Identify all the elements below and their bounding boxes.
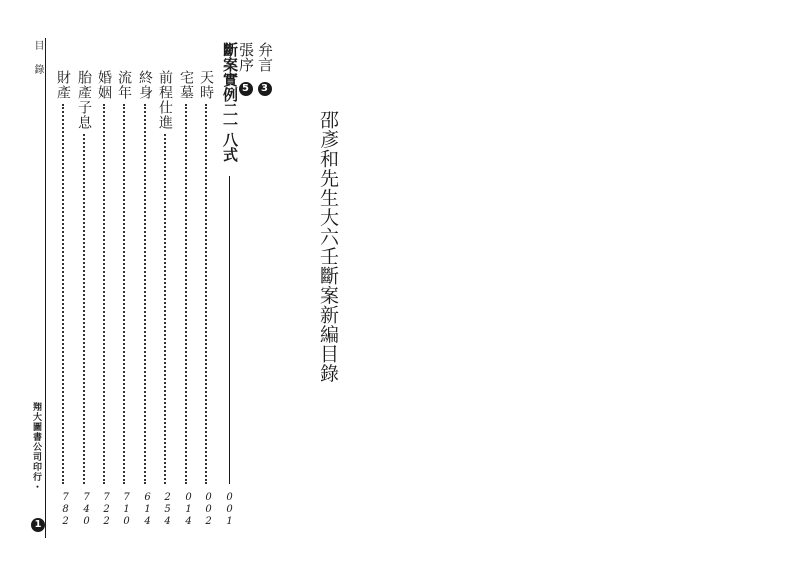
toc-entry-preface[interactable] xyxy=(257,42,272,96)
toc-entry-liunian[interactable] xyxy=(117,70,131,484)
folio-number: 1 xyxy=(31,518,45,532)
margin-rule xyxy=(45,38,46,538)
entry-label: 胎產子息 xyxy=(76,70,92,130)
margin-header: 目錄 xyxy=(32,40,43,88)
entry-page-number: 014 xyxy=(183,492,194,528)
entry-label: 財產 xyxy=(55,70,71,100)
entry-page-number: 782 xyxy=(60,492,71,528)
foreword-label: 張序 xyxy=(237,42,255,72)
preface-label: 弁言 xyxy=(256,42,274,72)
section-leader-line xyxy=(229,176,230,484)
publisher-footer: 翔大圖書公司印行・ xyxy=(31,402,41,492)
section-page-number: 001 xyxy=(224,492,235,528)
entry-page-number: 254 xyxy=(162,492,173,528)
foreword-page-mark: 5 xyxy=(239,82,253,96)
section-heading[interactable]: 斷案實例二一八式 xyxy=(221,42,239,162)
entry-page-number: 722 xyxy=(101,492,112,528)
entry-label: 流年 xyxy=(116,70,132,100)
toc-entry-foreword[interactable] xyxy=(238,42,253,96)
entry-label: 終身 xyxy=(137,70,153,100)
dot-leader xyxy=(144,104,146,484)
dot-leader xyxy=(103,104,105,484)
book-title: 邵彥和先生大六壬斷案新編目錄 xyxy=(317,110,339,383)
dot-leader xyxy=(205,104,207,484)
entry-label: 婚姻 xyxy=(96,70,112,100)
dot-leader xyxy=(123,104,125,484)
toc-entry-tianshi[interactable] xyxy=(199,70,213,484)
entry-page-number: 710 xyxy=(121,492,132,528)
entry-page-number: 740 xyxy=(81,492,92,528)
toc-entry-qiancheng[interactable] xyxy=(158,70,172,484)
dot-leader xyxy=(185,104,187,484)
entry-page-number: 614 xyxy=(142,492,153,528)
entry-label: 天時 xyxy=(198,70,214,100)
dot-leader xyxy=(164,134,166,484)
entry-label: 宅墓 xyxy=(178,70,194,100)
toc-entry-hunyin[interactable] xyxy=(97,70,111,484)
toc-entry-caichan[interactable] xyxy=(56,70,70,484)
preface-page-mark: 3 xyxy=(258,82,272,96)
toc-entry-zhaimu[interactable] xyxy=(179,70,193,484)
dot-leader xyxy=(83,134,85,484)
toc-entry-taichan[interactable] xyxy=(77,70,91,484)
folio xyxy=(31,512,45,530)
entry-label: 前程仕進 xyxy=(157,70,173,130)
entry-page-number: 002 xyxy=(203,492,214,528)
toc-entry-zhongshen[interactable] xyxy=(138,70,152,484)
dot-leader xyxy=(62,104,64,484)
